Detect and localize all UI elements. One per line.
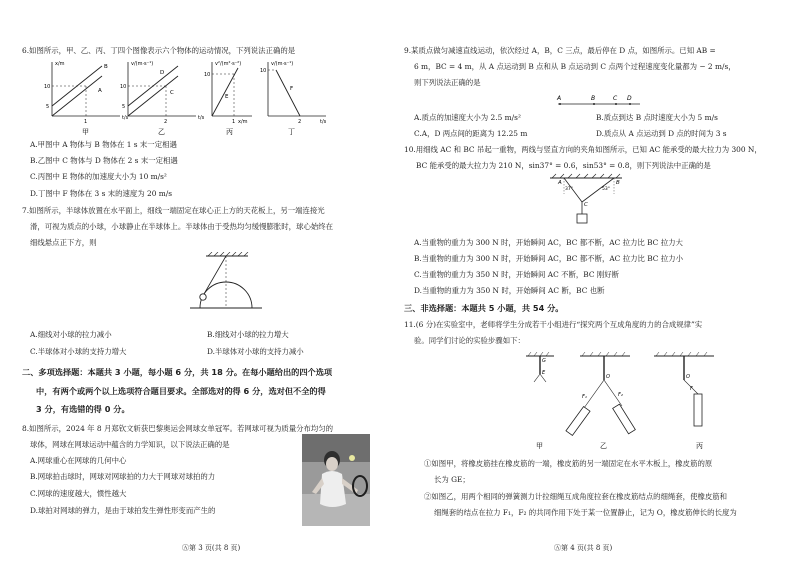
q11-step-2b: 细绳套的结点在拉力 F₁，F₂ 的共同作用下处于某一位置静止，记为 O，橡皮筋伸长的长度为 [434, 508, 737, 517]
ding-tick-x2: 2 [298, 119, 302, 125]
q11-step-2: ②如图乙，用两个相同的弹簧测力计拉细绳互成角度拉套在橡皮筋结点的细绳套，使橡皮筋和 [424, 492, 728, 501]
graph-yi [120, 61, 205, 136]
tennis-player-photo [302, 434, 370, 526]
q9-point-c: C [613, 95, 618, 102]
caption-jia: 甲 [82, 128, 89, 136]
q10-line-2: BC 能承受的最大拉力为 210 N，sin37° = 0.6，sin53° = 0.8，则下列说法中正确的是 [416, 161, 711, 170]
right-page-footer: Ⓐ第 4 页(共 8 页) [554, 544, 613, 552]
q11-experiment-figures [518, 348, 718, 452]
fig-jia-label-g: G [542, 358, 546, 364]
q7-line-1: 7.如图所示，半球体放置在水平面上，细线一端固定在球心正上方的天花板上，另一端连接光 [22, 206, 325, 215]
fig-caption-bing: 丙 [696, 442, 703, 450]
q7-line-3: 细线悬点正下方，则 [30, 238, 97, 247]
q9-line-2: 6 m，BC = 4 m，从 A 点运动到 B 点和从 B 点运动到 C 点两个过程速度变化量都为 − 2 m/s， [414, 62, 736, 71]
q8-line-1: 8.如图所示，2024 年 8 月郑钦文斩获巴黎奥运会网球女单冠军。若网球可视为质量分布均匀的 [22, 424, 334, 433]
fig-bing-label-o: O [686, 374, 690, 380]
q6-option-c: C.丙图中 E 物体的加速度大小为 10 m/s² [30, 172, 167, 181]
yi-xlabel: t/s [198, 115, 205, 121]
ding-ylabel: v/(m·s⁻¹) [271, 61, 294, 67]
caption-yi: 乙 [158, 128, 165, 136]
q7-hemisphere-figure [186, 252, 266, 314]
graph-ding [260, 61, 327, 136]
q10-option-a: A.当重物的重力为 300 N 时，开始瞬间 AC，BC 都不断，AC 拉力比 BC 拉力大 [414, 238, 683, 247]
q10-option-d: D.当重物的重力为 350 N 时，开始瞬间 AC 断，BC 也断 [414, 286, 605, 295]
ding-xlabel: t/s [320, 119, 327, 125]
q8-line-2: 球体，网球在网球运动中蕴含的力学知识，以下说法正确的是 [30, 440, 230, 449]
fig-caption-jia: 甲 [536, 442, 543, 450]
fig-jia-label-e: E [542, 370, 546, 376]
left-page-footer: Ⓐ第 3 页(共 8 页) [182, 544, 241, 552]
fig-bing-label-f: F [690, 386, 693, 392]
q10-label-c: C [584, 202, 588, 208]
yi-tick-y2: 5 [122, 104, 126, 110]
q7-option-d: D.半球体对小球的支持力减小 [207, 347, 304, 356]
fig-yi-label-o: O [606, 374, 610, 380]
q10-line-1: 10.用细线 AC 和 BC 吊起一重物，两线与竖直方向的夹角如图所示，已知 AC 能承受的最大拉力为 300 N， [404, 145, 762, 154]
fig-yi-label-f2: F₂ [618, 392, 623, 398]
q10-angle-37: 37° [565, 187, 573, 192]
yi-line-d: D [160, 70, 165, 76]
q10-option-b: B.当重物的重力为 300 N 时，开始瞬间 AC，BC 都不断，AC 拉力比 BC 拉力小 [414, 254, 683, 263]
q7-ball [200, 294, 206, 300]
q9-option-d: D.质点从 A 点运动到 D 点的时间为 3 s [596, 129, 727, 138]
q6-graphs [42, 58, 332, 136]
bing-xlabel: x/m [238, 119, 248, 125]
section3-heading: 三、非选择题：本题共 5 小题，共 54 分。 [404, 303, 564, 313]
section2-heading-1: 二、多项选择题：本题共 3 小题，每小题 6 分，共 18 分。在每小题给出的四个选项 [22, 367, 333, 377]
q11-step-1: ①如图甲，将橡皮筋挂在橡皮筋的一端，橡皮筋的另一端固定在水平木板上，橡皮筋的原 [424, 459, 713, 468]
q9-option-c: C.A，D 两点间的距离为 12.25 m [414, 129, 528, 138]
section2-heading-2: 中，有两个或两个以上选项符合题目要求。全部选对的得 6 分，选对但不全的得 [36, 386, 326, 396]
right-page [404, 0, 776, 562]
q6-option-d: D.丁图中 F 物体在 3 s 末的速度为 20 m/s [30, 189, 173, 198]
q11-line-1: 11.(6 分)在实验室中，老师将学生分成若干小组进行“探究两个互成角度的力的合成规律”实 [404, 320, 703, 329]
q6-option-a: A.甲图中 A 物体与 B 物体在 1 s 末一定相遇 [30, 140, 177, 149]
bing-ylabel: v²/(m²·s⁻²) [215, 61, 242, 67]
caption-bing: 丙 [226, 128, 233, 136]
q9-line-3: 则下列说法正确的是 [414, 78, 481, 87]
ding-line-f: F [290, 86, 294, 92]
q10-option-c: C.当重物的重力为 350 N 时，开始瞬间 AC 不断，BC 刚好断 [414, 270, 620, 279]
q8-option-a: A.网球重心在网球的几何中心 [30, 456, 127, 465]
bing-line-e: E [225, 94, 229, 100]
q6-stem: 6.如图所示，甲、乙、丙、丁四个图像表示六个物体的运动情况，下列说法正确的是 [22, 46, 296, 55]
left-page [22, 0, 394, 562]
q7-option-c: C.半球体对小球的支持力增大 [30, 347, 127, 356]
q9-point-a: A [557, 95, 562, 102]
jia-tick-x1: 1 [84, 119, 88, 125]
section2-heading-3: 3 分，有选错的得 0 分。 [36, 404, 130, 414]
q7-option-a: A.细线对小球的拉力减小 [30, 330, 112, 339]
jia-line-a: A [98, 88, 102, 94]
q10-label-b: B [616, 180, 620, 186]
jia-tick-y1: 10 [44, 84, 51, 90]
q10-label-a: A [558, 180, 562, 186]
q9-option-a: A.质点的加速度大小为 2.5 m/s² [414, 113, 521, 122]
q8-option-c: C.网球的速度越大，惯性越大 [30, 489, 127, 498]
yi-ylabel: v/(m·s⁻¹) [131, 61, 154, 67]
jia-tick-y2: 5 [46, 104, 50, 110]
jia-ylabel: x/m [55, 61, 65, 67]
q10-ropes-figure [544, 172, 628, 230]
q9-points-figure [554, 94, 644, 110]
bing-tick-x1: 1 [232, 119, 236, 125]
q8-option-d: D.球拍对网球的弹力，是由于球拍发生弹性形变而产生的 [30, 506, 216, 515]
q9-point-b: B [591, 95, 596, 102]
fig-yi-label-f1: F₁ [582, 394, 587, 400]
yi-tick-y1: 10 [120, 84, 127, 90]
q9-point-d: D [627, 95, 632, 102]
fig-jia [526, 352, 554, 450]
graph-jia [44, 61, 129, 136]
q9-option-b: B.质点到达 B 点时速度大小为 5 m/s [596, 113, 718, 122]
q9-line-1: 9.某质点做匀减速直线运动，依次经过 A，B，C 三点，最后停在 D 点，如图所示。已知 AB = [404, 46, 716, 55]
fig-bing [654, 352, 714, 450]
ding-tick-y1: 10 [260, 68, 267, 74]
fig-caption-yi: 乙 [600, 442, 607, 450]
jia-xlabel: t/s [122, 115, 129, 121]
yi-tick-x2: 2 [164, 119, 168, 125]
yi-line-c: C [170, 90, 174, 96]
bing-tick-y1: 10 [204, 72, 211, 78]
q8-option-b: B.网球拍击球时，网球对网球拍的力大于网球对球拍的力 [30, 472, 216, 481]
q11-step-1b: 长为 GE； [434, 475, 470, 484]
jia-line-b: B [104, 64, 108, 70]
q7-line-2: 滑，可视为质点的小球，小球静止在半球体上。半球体由于受热均匀缓慢膨胀时，球心始终在 [30, 222, 334, 231]
graph-bing [204, 61, 252, 136]
q6-option-b: B.乙图中 C 物体与 D 物体在 2 s 末一定相遇 [30, 156, 178, 165]
q11-line-2: 验。同学们讨论的实验步骤如下： [414, 336, 525, 345]
q7-option-b: B.细线对小球的拉力增大 [207, 330, 289, 339]
q10-angle-53: 53° [602, 187, 610, 192]
fig-yi [566, 352, 635, 450]
caption-ding: 丁 [288, 128, 295, 136]
